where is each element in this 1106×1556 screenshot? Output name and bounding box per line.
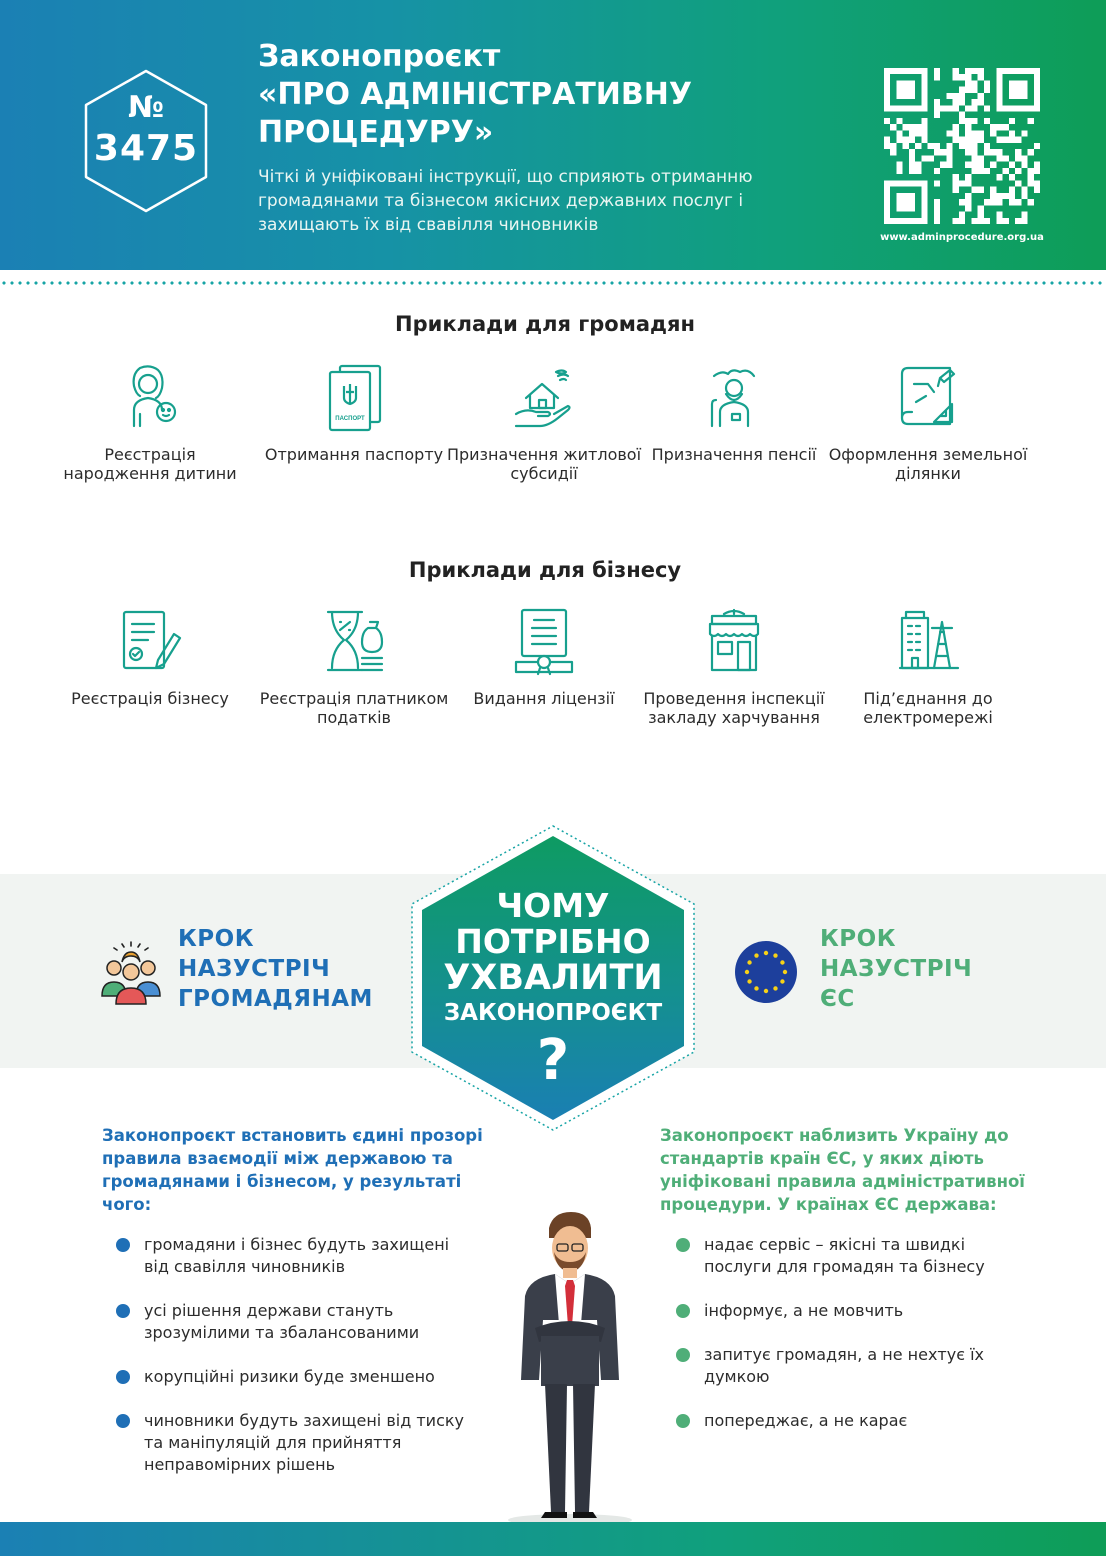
eu-star-icon bbox=[780, 979, 784, 983]
eu-star-icon bbox=[747, 979, 751, 983]
eu-star-icon bbox=[773, 986, 777, 990]
business-example-label: Видання ліцензії bbox=[473, 689, 615, 708]
business-section-title: Приклади для бізнесу bbox=[408, 558, 682, 582]
list-item-text: громадяни і бізнес будуть захищені від свавілля чиновників bbox=[144, 1235, 450, 1276]
eu-star-icon bbox=[780, 960, 784, 964]
step-citizens-line-2: НАЗУСТРІЧ bbox=[178, 956, 331, 982]
citizens-examples-row bbox=[48, 364, 1058, 524]
header-banner bbox=[0, 0, 1106, 270]
license-certificate-icon bbox=[512, 608, 576, 676]
list-item-text: інформує, а не мовчить bbox=[704, 1301, 904, 1320]
step-eu-line-2: НАЗУСТРІЧ bbox=[820, 956, 973, 982]
step-to-eu bbox=[820, 924, 972, 1014]
badge-number: 3475 bbox=[93, 128, 199, 169]
restaurant-storefront-icon bbox=[702, 608, 766, 676]
footer-bar bbox=[0, 1522, 1106, 1556]
tax-hourglass-icon bbox=[322, 608, 386, 676]
qr-url[interactable]: www.adminprocedure.org.ua bbox=[880, 232, 1044, 243]
left-lead-text: Законопроєкт встановить єдині прозорі правила взаємодії між державою та громадянами і бізнесом, у результаті чого: bbox=[102, 1126, 483, 1214]
citizens-group-icon bbox=[98, 940, 164, 1006]
step-citizens-line-1: КРОК bbox=[178, 926, 255, 952]
bullet-dot-icon bbox=[116, 1370, 130, 1384]
business-example-item bbox=[254, 608, 454, 727]
bill-number-badge bbox=[82, 68, 210, 214]
step-eu-line-1: КРОК bbox=[820, 926, 897, 952]
power-grid-icon bbox=[896, 608, 960, 676]
business-example-label: Реєстрація платником податків bbox=[259, 689, 449, 727]
citizens-example-label: Оформлення земельної ділянки bbox=[828, 445, 1028, 483]
why-line-1: ЧОМУ bbox=[496, 886, 610, 925]
business-example-item bbox=[828, 608, 1028, 727]
business-example-label: Під’єднання до електромережі bbox=[863, 689, 993, 727]
citizens-example-label: Призначення житлової субсидії bbox=[446, 445, 642, 483]
business-example-item bbox=[444, 608, 644, 709]
eu-star-icon bbox=[773, 953, 777, 957]
why-hexagon bbox=[408, 824, 698, 1132]
citizens-example-item bbox=[50, 364, 250, 483]
business-examples-row bbox=[48, 608, 1058, 768]
bullet-dot-icon bbox=[116, 1414, 130, 1428]
bullet-dot-icon bbox=[676, 1348, 690, 1362]
question-mark: ? bbox=[536, 1028, 570, 1093]
citizens-example-item bbox=[828, 364, 1028, 483]
businessman-illustration bbox=[505, 1208, 635, 1528]
citizens-example-label: Реєстрація народження дитини bbox=[63, 445, 237, 483]
step-eu-line-3: ЄС bbox=[820, 986, 855, 1012]
eu-star-icon bbox=[754, 986, 758, 990]
eu-star-icon bbox=[764, 989, 768, 993]
mother-child-icon bbox=[118, 364, 182, 432]
why-line-4: ЗАКОНОПРОЄКТ bbox=[443, 1000, 663, 1026]
land-plan-icon bbox=[896, 364, 960, 432]
elderly-man-icon bbox=[702, 364, 766, 432]
list-item-text: чиновники будуть захищені від тиску та маніпуляцій для прийняття неправомірних рішень bbox=[144, 1411, 464, 1474]
citizens-example-label: Отримання паспорту bbox=[264, 445, 444, 464]
title-line-1: Законопроєкт bbox=[258, 39, 501, 74]
contract-signing-icon bbox=[118, 608, 182, 676]
badge-number-sign: № bbox=[127, 90, 165, 125]
eu-star-icon bbox=[783, 970, 787, 974]
dotted-divider bbox=[0, 281, 1106, 285]
list-item-text: надає сервіс – якісні та швидкі послуги для громадян та бізнесу bbox=[704, 1235, 985, 1276]
step-citizens-line-3: ГРОМАДЯНАМ bbox=[178, 986, 373, 1012]
title-line-2: «ПРО АДМІНІСТРАТИВНУ bbox=[258, 77, 693, 112]
bullet-dot-icon bbox=[116, 1238, 130, 1252]
title-line-3: ПРОЦЕДУРУ» bbox=[258, 115, 494, 150]
citizens-section-title: Приклади для громадян bbox=[395, 312, 695, 336]
citizens-example-item bbox=[254, 364, 454, 465]
citizens-example-label: Призначення пенсії bbox=[651, 445, 817, 464]
bullet-dot-icon bbox=[116, 1304, 130, 1318]
qr-code-icon[interactable] bbox=[884, 68, 1040, 224]
eu-flag-icon bbox=[734, 940, 798, 1004]
why-line-2: ПОТРІБНО bbox=[455, 922, 651, 961]
bullet-dot-icon bbox=[676, 1414, 690, 1428]
eu-star-icon bbox=[747, 960, 751, 964]
list-item-text: усі рішення держави стануть зрозумілими та збалансованими bbox=[144, 1301, 420, 1342]
passport-icon bbox=[322, 364, 386, 432]
list-item-text: попереджає, а не карає bbox=[704, 1411, 908, 1430]
business-example-label: Проведення інспекції закладу харчування bbox=[643, 689, 825, 727]
page-title bbox=[258, 38, 818, 152]
list-item-text: корупційні ризики буде зменшено bbox=[144, 1367, 435, 1386]
eu-star-icon bbox=[754, 953, 758, 957]
bullet-dot-icon bbox=[676, 1238, 690, 1252]
right-lead-text: Законопроєкт наблизить Україну до стандартів країн ЄС, у яких діють уніфіковані правила адміністративної процедури. У країнах ЄС держава: bbox=[660, 1126, 1025, 1214]
business-example-label: Реєстрація бізнесу bbox=[71, 689, 229, 708]
list-item-text: запитує громадян, а не нехтує їх думкою bbox=[704, 1345, 984, 1386]
eu-star-icon bbox=[764, 951, 768, 955]
bullet-dot-icon bbox=[676, 1304, 690, 1318]
passport-icon-text: ПАСПОРТ bbox=[335, 416, 365, 422]
step-to-citizens bbox=[178, 924, 373, 1014]
eu-star-icon bbox=[745, 970, 749, 974]
citizens-example-item bbox=[444, 364, 644, 483]
business-example-item bbox=[50, 608, 250, 709]
why-line-3: УХВАЛИТИ bbox=[443, 958, 663, 998]
page-subtitle: Чіткі й уніфіковані інструкції, що сприяють отриманню громадянами та бізнесом якісних державних послуг і захищають їх від свавілля чиновників bbox=[258, 167, 753, 235]
business-example-item bbox=[634, 608, 834, 727]
citizens-example-item bbox=[634, 364, 834, 465]
house-hand-icon bbox=[512, 364, 576, 432]
